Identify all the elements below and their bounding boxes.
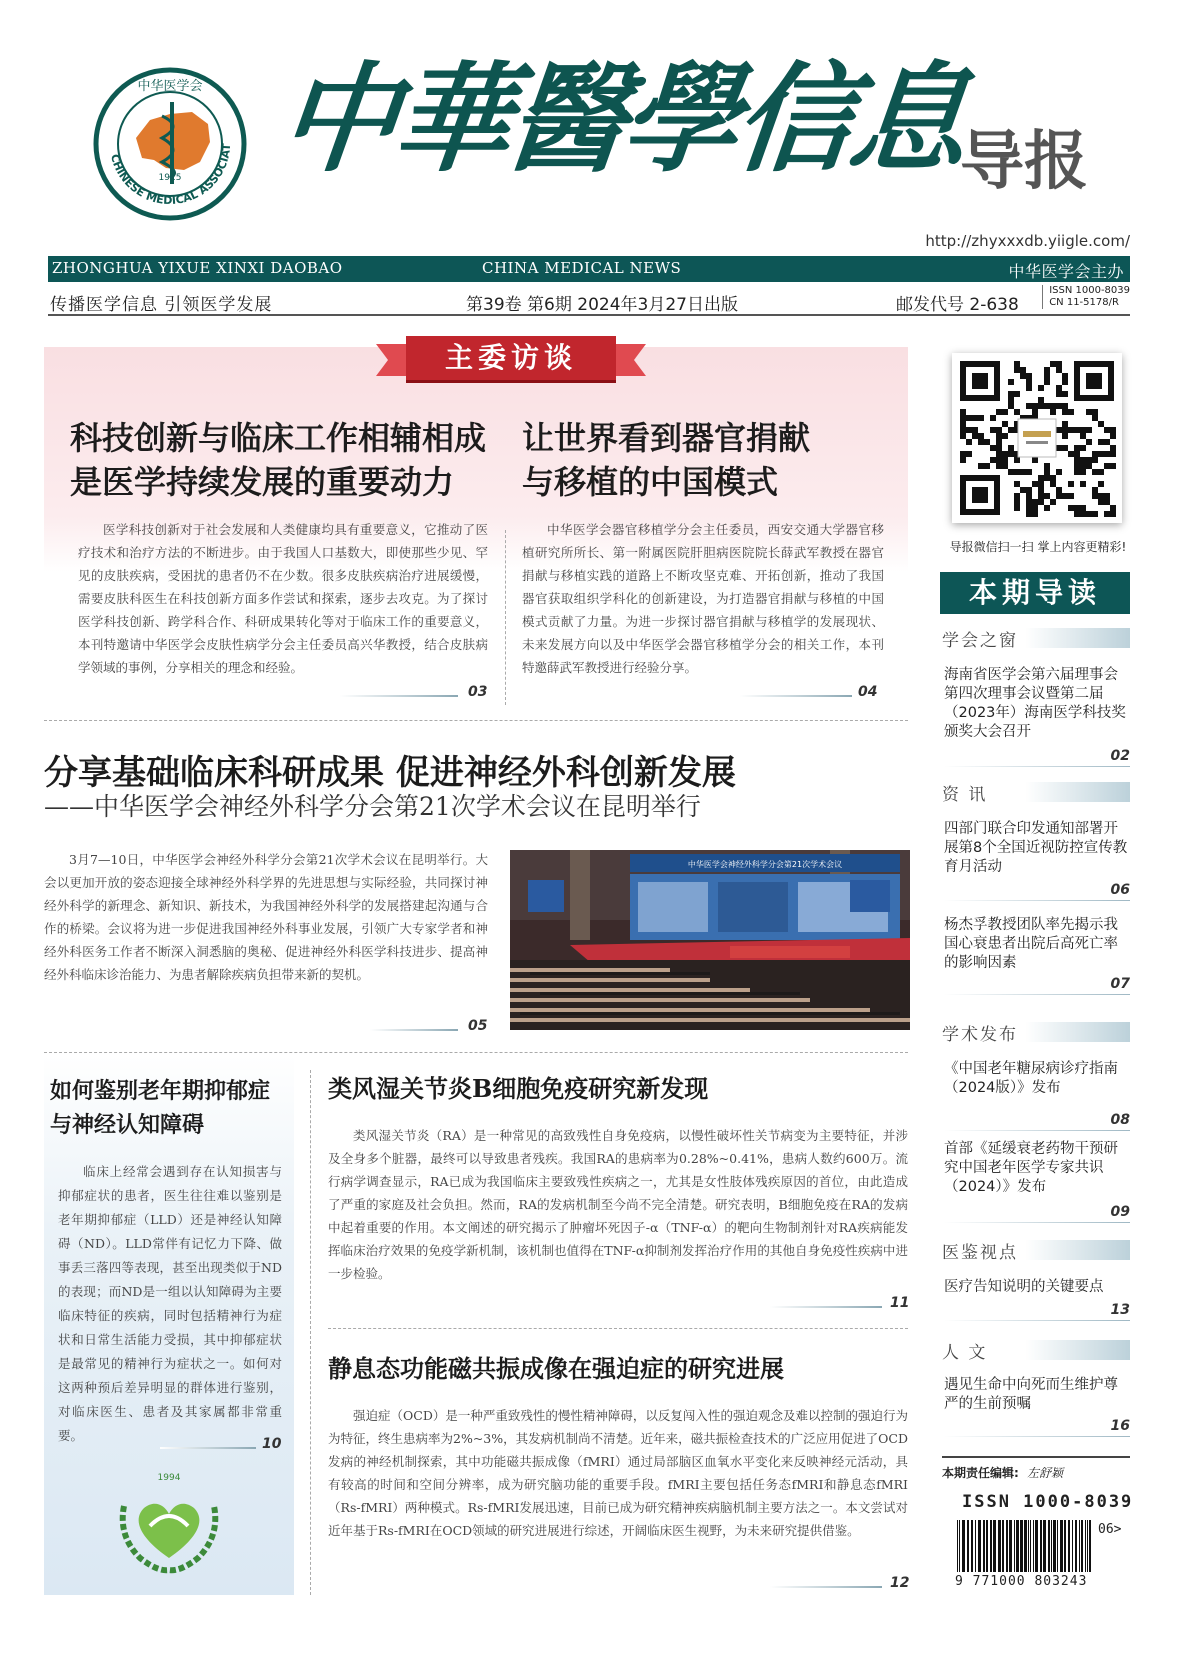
editor-label: 本期责任编辑: (942, 1466, 1019, 1480)
lead-story-subtitle: ——中华医学会神经外科学分会第21次学术会议在昆明举行 (44, 792, 701, 821)
column-divider (310, 1070, 311, 1595)
pinyin-name: ZHONGHUA YIXUE XINXI DAOBAO (52, 259, 343, 277)
english-name: CHINA MEDICAL NEWS (482, 259, 682, 277)
section-separator (44, 1052, 908, 1053)
toc-section-bar (940, 1022, 1130, 1045)
host-org: 中华医学会主办 (1008, 262, 1124, 281)
logo-ring-text: CHINESE MEDICAL ASSOCIAT (108, 143, 234, 208)
left-article-title[interactable] (50, 1074, 290, 1142)
interview-article-1[interactable] (70, 416, 500, 504)
left-article-title-line-1: 如何鉴别老年期抑郁症 (50, 1078, 271, 1104)
wechat-qr-code[interactable] (952, 353, 1122, 523)
cn-number: CN 11-5178/R (1049, 297, 1119, 308)
slogan: 传播医学信息 引领医学发展 (50, 295, 273, 315)
toc-item-page: 13 (1110, 1302, 1130, 1318)
editor-name: 左舒颖 (1027, 1466, 1064, 1480)
section-separator (44, 720, 908, 721)
article-11-page: 11 (890, 1295, 910, 1311)
interview-1-title-line-1: 科技创新与临床工作相辅相成 (70, 419, 487, 457)
emblem (110, 1466, 228, 1576)
toc-item[interactable]: 医疗告知说明的关键要点 (944, 1279, 1104, 1295)
article-12-page: 12 (890, 1575, 910, 1591)
qr-caption: 导报微信扫一扫 掌上内容更精彩! (949, 540, 1127, 554)
toc-section-label: 人 文 (942, 1343, 988, 1363)
left-article-title-line-2: 与神经认知障碍 (50, 1112, 205, 1138)
toc-item-page: 09 (1110, 1204, 1130, 1220)
toc-item-page: 07 (1110, 976, 1130, 992)
toc-section-bar (940, 1240, 1130, 1263)
issn-small: ISSN 1000-8039 (1049, 285, 1130, 296)
toc-section-bar (940, 1340, 1130, 1363)
toc-item[interactable]: 杨杰孚教授团队率先揭示我国心衰患者出院后高死亡率的影响因素 (944, 917, 1118, 971)
toc-section-label: 学术发布 (942, 1025, 1018, 1045)
toc-item[interactable]: 海南省医学会第六届理事会第四次理事会议暨第二届（2023年）海南医学科技奖颁奖大会召开 (944, 667, 1126, 740)
article-11-body: 类风湿关节炎（RA）是一种常见的高致残性自身免疫病，以慢性破坏性关节病变为主要特征，并涉及全身多个脏器，最终可以导致患者残疾。我国RA的患病率为0.28%~0.41%，患病人数约600万。流行病学调查显示，RA已成为我国临床主要致残性疾病之一，尤其是女性肢体残疾原因的首位，由此造成了严重的家庭及社会负担。然而，RA的发病机制至今尚不完全清楚。研究表明，B细胞免疫在RA的发病中起着重要的作用。本文阐述的研究揭示了肿瘤坏死因子-α（TNF-α）的靶向生物制剂针对RA疾病能发挥临床治疗效果的免疫学新机制，该机制也值得在TNF-α抑制剂发挥治疗作用的其他自身免疫性疾病中进一步检验。 (328, 1128, 908, 1281)
issn-cn-block (1042, 285, 1130, 309)
toc-item-page: 02 (1110, 748, 1130, 764)
masthead-band (48, 256, 1130, 282)
interview-2-title-line-2: 与移植的中国模式 (522, 463, 779, 501)
barcode-extension: 06> (1098, 1522, 1122, 1537)
postal-code: 邮发代号 2-638 (896, 295, 1019, 315)
interview-2-page: 04 (858, 684, 878, 700)
lead-story-body: 3月7—10日，中华医学会神经外科学分会第21次学术会议在昆明举行。大会以更加开放的姿态迎接全球神经外科学界的先进思想与实际经验，共同探讨神经外科学的新理念、新知识、新技术，为我国神经外科学的发展搭建起沟通与合作的桥梁。会议将为进一步促进我国神经外科事业发展，引领广大专家学者和神经外科医务工作者不断深入洞悉脑的奥秘、促进神经外科医学科技进步、提高神经外科临床诊治能力、为患者解除疾病负担带来新的契机。 (44, 852, 488, 982)
interview-2-title-line-1: 让世界看到器官捐献 (522, 419, 811, 457)
toc-item-page: 16 (1110, 1418, 1130, 1434)
logo-top-text: 中华医学会 (137, 79, 203, 94)
article-11-title[interactable]: 类风湿关节炎B细胞免疫研究新发现 (328, 1074, 709, 1103)
interview-1-page: 03 (468, 684, 488, 700)
toc-item-page: 08 (1110, 1112, 1130, 1128)
screen-banner: 中华医学会神经外科学分会第21次学术会议 (687, 860, 843, 869)
toc-section-bar (940, 628, 1130, 651)
site-url-link[interactable]: http://zhyxxxdb.yiigle.com/ (925, 232, 1130, 250)
cma-logo (92, 66, 248, 222)
ribbon-label: 主委访谈 (406, 336, 616, 380)
left-article-page: 10 (262, 1436, 282, 1452)
article-12-body: 强迫症（OCD）是一种严重致残性的慢性精神障碍，以反复闯入性的强迫观念及难以控制的强迫行为为特征，终生患病率为2%~3%，其发病机制尚不清楚。近年来，磁共振检查技术的广泛应用促进了OCD发病的神经机制探索，其中功能磁共振成像（fMRI）通过局部脑区血氧水平变化来反映神经元活动，具有较高的时间和空间分辨率，成为研究脑功能的重要手段。fMRI主要包括任务态fMRI和静息态fMRI（Rs-fMRI）两种模式。Rs-fMRI发展迅速，目前已成为研究精神疾病脑机制主要方法之一。本文尝试对近年基于Rs-fMRI在OCD领域的研究进展进行综述，开阔临床医生视野，为未来研究提供借鉴。 (328, 1408, 908, 1538)
lead-story-page: 05 (468, 1018, 488, 1034)
masthead-subtitle: 导报 (960, 125, 1088, 199)
emblem-year: 1994 (157, 1473, 181, 1483)
editor-credit (942, 1456, 1130, 1481)
lead-story-title[interactable]: 分享基础临床科研成果 促进神经外科创新发展 (44, 753, 736, 793)
toc-item[interactable]: 遇见生命中向死而生维护尊严的生前预嘱 (944, 1377, 1118, 1412)
toc-item[interactable]: 《中国老年糖尿病诊疗指南（2024版）》发布 (944, 1061, 1118, 1096)
left-article-body: 临床上经常会遇到存在认知损害与抑郁症状的患者，医生往往难以鉴别是老年期抑郁症（LLD）还是神经认知障碍（ND）。LLD常伴有记忆力下降、做事丢三落四等表现，甚至出现类似于ND的表现；而ND是一组以认知障碍为主要临床特征的疾病，同时包括精神行为症状和日常生活能力受损，其中抑郁症状是最常见的精神行为症状之一。如何对这两种预后差异明显的群体进行鉴别，对临床医生、患者及其家属都非常重要。 (58, 1164, 282, 1443)
toc-item[interactable]: 四部门联合印发通知部署开展第8个全国近视防控宣传教育月活动 (944, 821, 1128, 875)
interview-1-title-line-2: 是医学持续发展的重要动力 (70, 463, 455, 501)
issue-info: 第39卷 第6期 2024年3月27日出版 (466, 295, 738, 315)
toc-section-label: 学会之窗 (942, 631, 1018, 651)
logo-year: 1915 (158, 173, 182, 183)
interview-2-body: 中华医学会器官移植学分会主任委员，西安交通大学器官移植研究所所长、第一附属医院肝胆病医院院长薛武军教授在器官捐献与移植实践的道路上不断攻坚克难、开拓创新，推动了我国器官获取组织学科化的创新建设，为打造器官捐献与移植的中国模式贡献了力量。为进一步探讨器官捐献与移植学的发展现状、未来发展方向以及中华医学会器官移植学分会的相关工作，本刊特邀薛武军教授进行经验分享。 (522, 522, 884, 675)
issn-large: ISSN 1000-8039 (962, 1492, 1134, 1512)
toc-item[interactable]: 首部《延缓衰老药物干预研究中国老年医学专家共识（2024）》发布 (944, 1141, 1118, 1195)
toc-section-label: 医鉴视点 (942, 1243, 1018, 1263)
toc-item-page: 06 (1110, 882, 1130, 898)
toc-section-label: 资 讯 (942, 785, 988, 805)
barcode (955, 1520, 1095, 1572)
column-divider (505, 530, 506, 705)
barcode-number: 9 771000 803243 (955, 1574, 1088, 1589)
conference-photo (510, 850, 910, 1030)
section-separator (328, 1328, 908, 1329)
interview-article-2[interactable] (522, 416, 902, 504)
issue-info-bar (48, 286, 1130, 316)
masthead-title: 中華醫學信息 (272, 49, 972, 188)
toc-section-bar (940, 782, 1130, 805)
interview-1-body: 医学科技创新对于社会发展和人类健康均具有重要意义，它推动了医疗技术和治疗方法的不断进步。由于我国人口基数大，即使那些少见、罕见的皮肤疾病，受困扰的患者仍不在少数。很多皮肤疾病治疗进展缓慢，需要皮肤科医生在科技创新方面多作尝试和探索，逐步去攻克。为了探讨医学科技创新、跨学科合作、科研成果转化等对于临床工作的重要意义，本刊特邀请中华医学会皮肤性病学分会主任委员高兴华教授，结合皮肤病学领域的事例，分享相关的理念和经验。 (78, 522, 488, 675)
article-12-title[interactable]: 静息态功能磁共振成像在强迫症的研究进展 (328, 1354, 784, 1383)
interview-ribbon (376, 336, 646, 384)
toc-heading: 本期导读 (940, 572, 1130, 614)
